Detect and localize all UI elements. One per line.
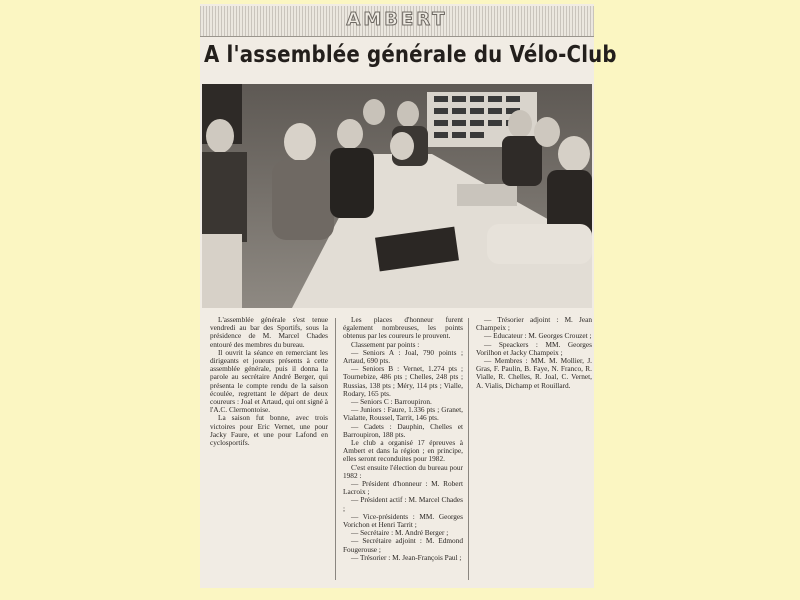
foreground-arm (487, 224, 592, 264)
article-photo (202, 84, 592, 308)
column-divider (468, 318, 469, 580)
person-head (284, 123, 316, 161)
meeting-photo-illustration (202, 84, 592, 308)
person-head (534, 117, 560, 147)
article-column-1 (210, 316, 328, 447)
ranking-line: — Seniors C : Barroupiron. (351, 397, 432, 407)
article-paragraph: Les places d'honneur furent également nombreuses, les points obtenus par les coureurs le prouvent. (343, 315, 463, 341)
article-headline: A l'assemblée générale du Vélo-Club (204, 42, 617, 68)
papers (457, 184, 517, 206)
person-body (330, 148, 374, 218)
article-column-3 (476, 316, 592, 390)
ranking-line: — Seniors B : Vernet, 1.274 pts ; Tournebize, 486 pts ; Chelles, 248 pts ; Russias, 138 pts ; Méry, 114 pts ; Vialle, Rodary, 165 pts. (343, 364, 463, 398)
person-head (337, 119, 363, 149)
person-head (558, 136, 590, 172)
article-paragraph: L'assemblée générale s'est tenue vendredi au bar des Sportifs, sous la présidence de M. Marcel Chades entouré des membres du bureau. (210, 315, 328, 349)
board-line: — Trésorier adjoint : M. Jean Champeix ; (476, 315, 592, 333)
article-paragraph: C'est ensuite l'élection du bureau pour 1982 : (343, 462, 463, 480)
article-paragraph: Il ouvrit la séance en remerciant les dirigeants et joueurs présents à cette assemblée générale, puis il donna la parole au secrétaire André Berger, qui présenta le compte rendu de la saison écoulée, regrettant le départ de deux coureurs : Joal et Artaud, qui ont signé à l'A.C. Clermontoise. (210, 347, 328, 415)
ranking-line: — Cadets : Dauphin, Chelles et Barroupiron, 188 pts. (343, 421, 463, 439)
board-line: — Vice-présidents : MM. Georges Vorichon et Henri Tarrit ; (343, 511, 463, 530)
board-line: — Trésorier : M. Jean-François Paul ; (351, 552, 462, 562)
person-head (390, 132, 414, 160)
article-paragraph: Le club a organisé 17 épreuves à Ambert et dans la région ; en principe, elles seront reconduites pour 1982. (343, 438, 463, 464)
article-column-2 (343, 316, 463, 562)
person-body (272, 160, 334, 240)
board-line: — Président d'honneur : M. Robert Lacroix ; (343, 479, 463, 497)
board-line: — Secrétaire : M. André Berger ; (351, 528, 449, 538)
column-divider (335, 318, 336, 580)
person-head (206, 119, 234, 153)
board-line: — Educateur : M. Georges Crouzet ; (484, 331, 592, 341)
newspaper-clipping (200, 4, 617, 588)
foreground-sleeve (202, 234, 242, 308)
section-banner (200, 6, 594, 37)
person-head (397, 101, 419, 127)
ranking-line: — Seniors A : Joal, 790 points ; Artaud, 690 pts. (343, 347, 463, 366)
board-line: — Président actif : M. Marcel Chades ; (343, 495, 463, 513)
board-line: — Secrétaire adjoint : M. Edmond Fougerouse ; (343, 536, 463, 554)
person-body (502, 136, 542, 186)
person-head (363, 99, 385, 125)
board-line: — Speackers : MM. Georges Vorilhon et Jacky Champeix ; (476, 339, 592, 357)
person-head (508, 110, 532, 138)
article-paragraph: Classement par points : (351, 339, 420, 349)
section-title: AMBERT (346, 9, 448, 30)
ranking-line: — Juniors : Faure, 1.336 pts ; Granet, Vialatte, Roussel, Tarrit, 146 pts. (343, 405, 463, 423)
person-body (202, 152, 247, 242)
article-paragraph: La saison fut bonne, avec trois victoires pour Eric Vernet, une pour Jacky Faure, et une pour Lafond en cyclosportifs. (210, 413, 328, 448)
board-line: — Membres : MM. M. Mollier, J. Gras, F. Paulin, B. Faye, N. Franco, R. Vialle, R. Chelles, R. Joal, C. Vernet, A. Vialis, Dichamp et Rouillard. (476, 356, 592, 390)
